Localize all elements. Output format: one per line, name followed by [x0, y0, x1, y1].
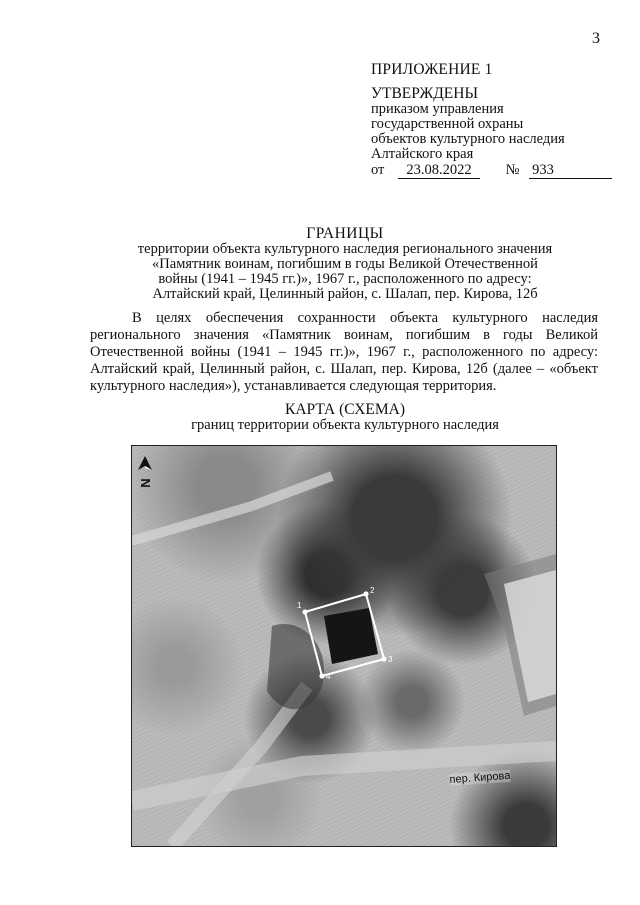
order-line	[371, 163, 612, 179]
heading-line: войны (1941 – 1945 гг.)», 1967 г., расположенного по адресу:	[158, 271, 532, 287]
body-paragraph: В целях обеспечения сохранности объекта культурного наследия регионального значения «Памятник воинам, погибшим в годы Великой Отечественной войны (1941 – 1945 гг.)», 1967 г., расположенного по адресу: Алтайский край, Целинный район, с. Шалап, пер. Кирова, 12б (далее – «объект культурного наследия»), устанавливается следующая территория.	[90, 310, 598, 394]
map-caption	[90, 402, 600, 433]
number-sign: №	[505, 162, 520, 178]
document-heading	[90, 226, 600, 302]
street-label: пер. Кирова	[449, 769, 511, 786]
point-label-2: 2	[370, 586, 375, 595]
boundary-point-3	[381, 656, 386, 661]
monument-structure	[324, 608, 378, 664]
map-caption-subtitle: границ территории объекта культурного наследия	[191, 417, 499, 433]
point-label-1: 1	[297, 601, 302, 610]
approval-block	[371, 62, 612, 179]
heading-line: Алтайский край, Целинный район, с. Шалап, пер. Кирова, 12б	[152, 286, 538, 302]
aerial-map	[131, 445, 557, 847]
heading-line: «Памятник воинам, погибшим в годы Великой Отечественной	[152, 256, 538, 272]
from-label: от	[371, 162, 385, 178]
heading-title: ГРАНИЦЫ	[306, 225, 384, 242]
boundary-point-1	[302, 609, 307, 614]
heading-line: территории объекта культурного наследия регионального значения	[137, 241, 553, 257]
approval-line: приказом управления	[371, 101, 504, 117]
appendix-title: ПРИЛОЖЕНИЕ 1	[371, 61, 493, 78]
point-label-4: 4	[326, 672, 331, 681]
map-features	[132, 446, 556, 846]
approval-line: государственной охраны	[371, 116, 524, 132]
north-label: N	[138, 478, 153, 488]
page-number: 3	[592, 30, 600, 47]
map-caption-title: КАРТА (СХЕМА)	[284, 401, 405, 418]
order-number: 933	[529, 163, 612, 179]
approved-label: УТВЕРЖДЕНЫ	[371, 85, 478, 102]
boundary-point-2	[363, 591, 368, 596]
approval-line: Алтайского края	[371, 146, 474, 162]
north-arrow-icon	[134, 454, 156, 496]
tree-shadow	[267, 624, 324, 709]
road-path	[132, 476, 332, 541]
order-date: 23.08.2022	[398, 163, 480, 179]
approval-line: объектов культурного наследия	[371, 131, 565, 147]
boundary-point-4	[319, 673, 324, 678]
point-label-3: 3	[388, 655, 393, 664]
